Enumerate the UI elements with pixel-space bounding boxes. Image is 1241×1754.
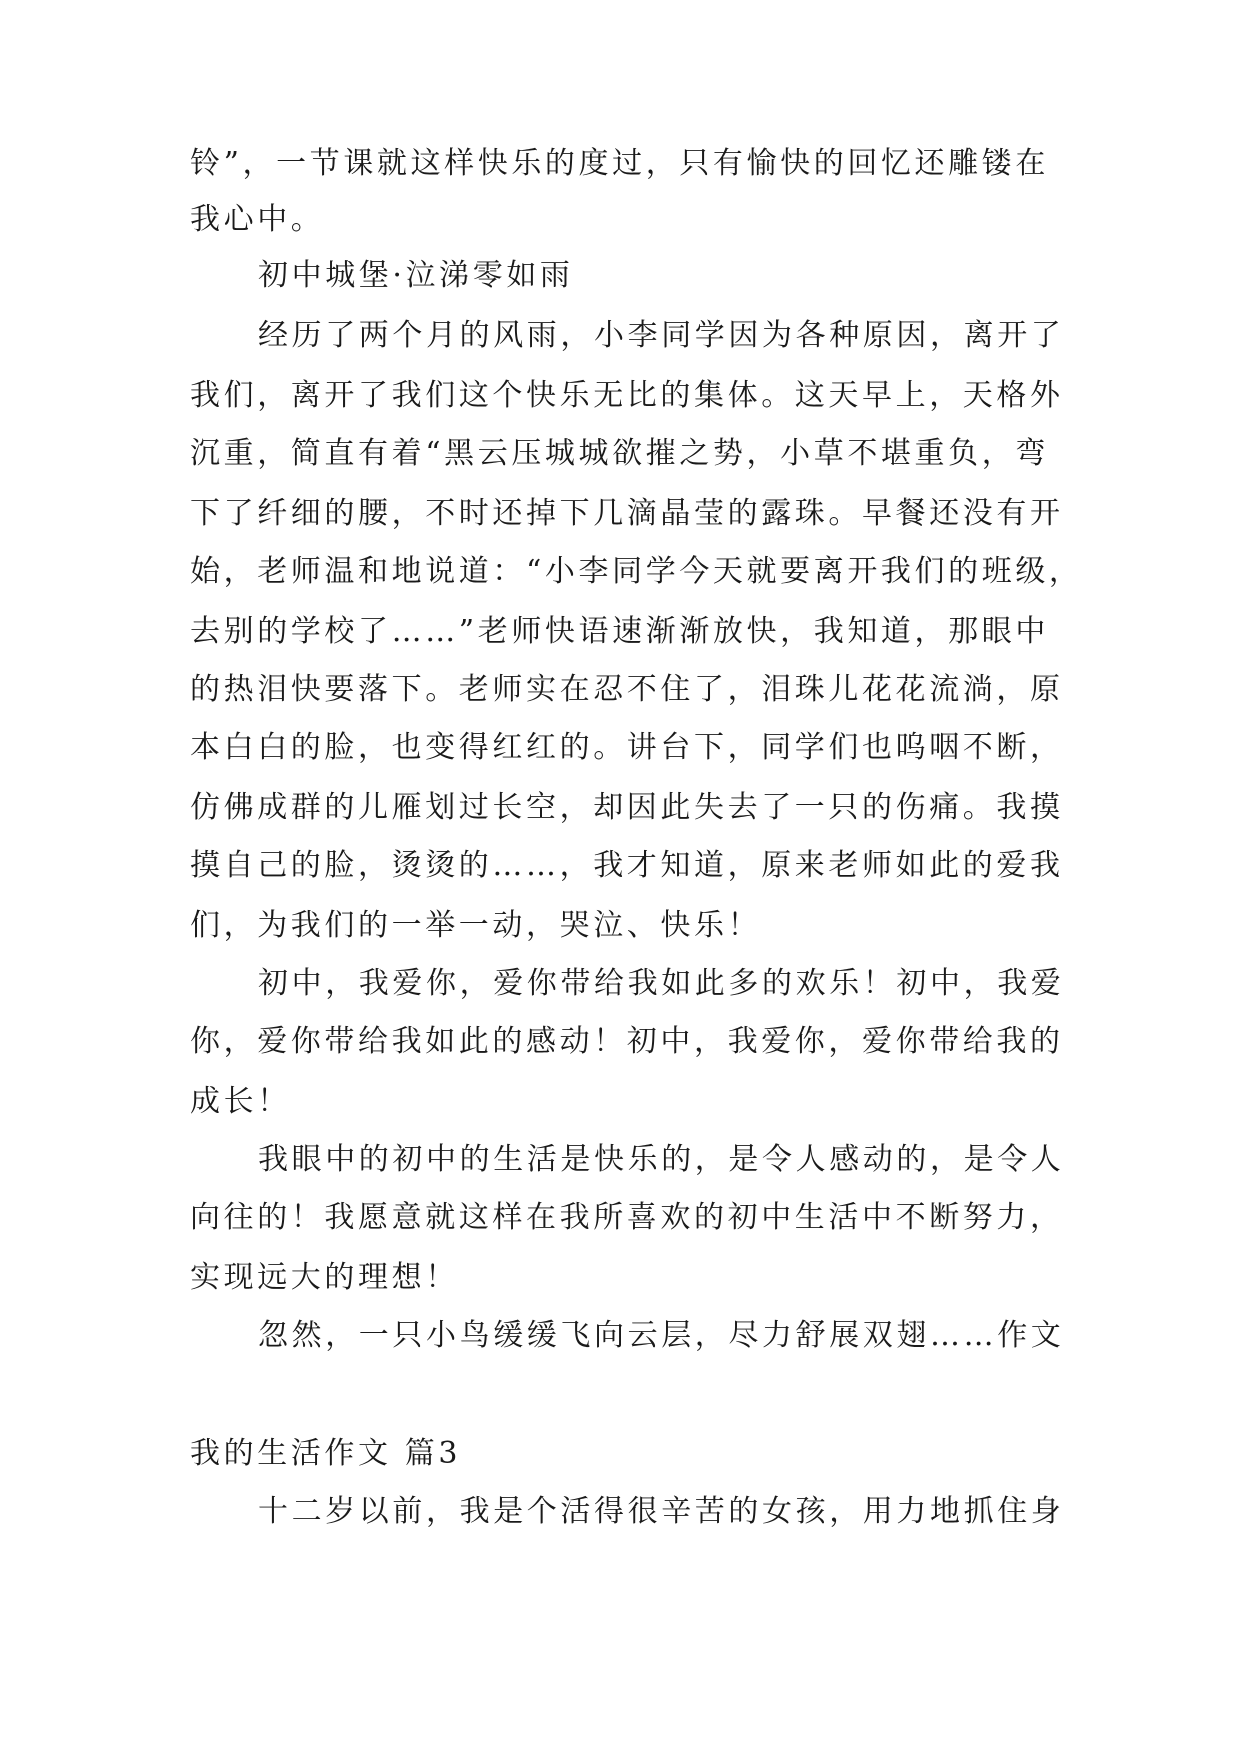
paragraph-line: 我们，离开了我们这个快乐无比的集体。这天早上，天格外 bbox=[190, 378, 1064, 413]
paragraph-line: 我心中。 bbox=[190, 202, 325, 237]
paragraph-line: 下了纤细的腰，不时还掉下几滴晶莹的露珠。早餐还没有开 bbox=[190, 496, 1064, 531]
section-heading: 初中城堡·泣涕零如雨 bbox=[258, 258, 574, 293]
paragraph-line: 始，老师温和地说道：“小李同学今天就要离开我们的班级， bbox=[190, 554, 1083, 589]
paragraph-line: 忽然，一只小鸟缓缓飞向云层，尽力舒展双翅……作文 bbox=[258, 1318, 1065, 1353]
paragraph-line: 的热泪快要落下。老师实在忍不住了，泪珠儿花花流淌，原 bbox=[190, 672, 1064, 707]
paragraph-line: 去别的学校了……”老师快语速渐渐放快，我知道，那眼中 bbox=[190, 614, 1049, 649]
paragraph-line: 摸自己的脸，烫烫的……，我才知道，原来老师如此的爱我 bbox=[190, 848, 1064, 883]
paragraph-line: 我眼中的初中的生活是快乐的，是令人感动的，是令人 bbox=[258, 1142, 1065, 1177]
paragraph-line: 们，为我们的一举一动，哭泣、快乐！ bbox=[190, 908, 762, 943]
paragraph-line: 你，爱你带给我如此的感动！初中，我爱你，爱你带给我的 bbox=[190, 1024, 1064, 1059]
paragraph-line: 铃”，一节课就这样快乐的度过，只有愉快的回忆还雕镂在 bbox=[190, 146, 1049, 181]
paragraph-line: 初中，我爱你，爱你带给我如此多的欢乐！初中，我爱 bbox=[258, 966, 1065, 1001]
paragraph-line: 实现远大的理想！ bbox=[190, 1260, 459, 1295]
paragraph-line: 经历了两个月的风雨，小李同学因为各种原因，离开了 bbox=[258, 318, 1065, 353]
paragraph-line: 成长！ bbox=[190, 1084, 291, 1119]
paragraph-line: 仿佛成群的儿雁划过长空，却因此失去了一只的伤痛。我摸 bbox=[190, 790, 1064, 825]
paragraph-line: 十二岁以前，我是个活得很辛苦的女孩，用力地抓住身 bbox=[258, 1494, 1065, 1529]
paragraph-line: 向往的！我愿意就这样在我所喜欢的初中生活中不断努力， bbox=[190, 1200, 1064, 1235]
section-heading: 我的生活作文 篇3 bbox=[190, 1436, 462, 1471]
paragraph-line: 本白白的脸，也变得红红的。讲台下，同学们也呜咽不断， bbox=[190, 730, 1064, 765]
paragraph-line: 沉重，简直有着“黑云压城城欲摧之势，小草不堪重负，弯 bbox=[190, 436, 1049, 471]
